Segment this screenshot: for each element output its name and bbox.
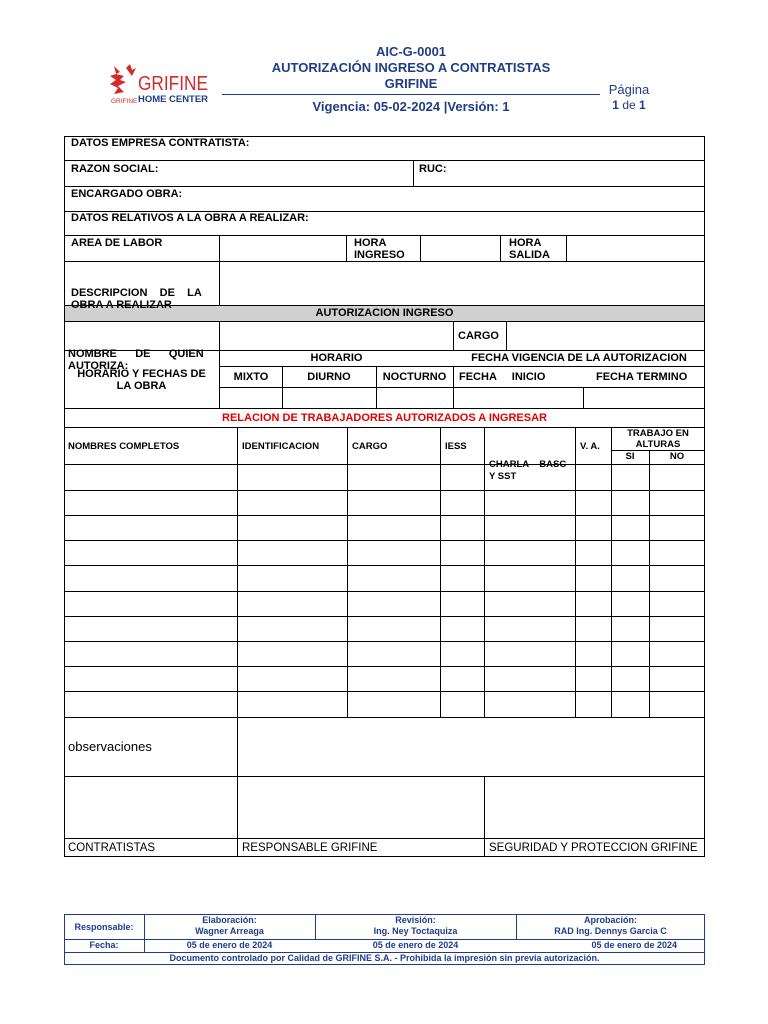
- observaciones-field[interactable]: [239, 718, 704, 775]
- hora-salida-field[interactable]: [568, 237, 704, 260]
- page-current: 1: [612, 98, 619, 112]
- document-code: AIC-G-0001: [375, 44, 447, 59]
- diurno-field[interactable]: [283, 388, 375, 407]
- responsable-grifine-label: RESPONSABLE GRIFINE: [242, 842, 378, 854]
- grifine-logo: [108, 62, 213, 106]
- revision-label: Revisión:: [395, 915, 436, 925]
- area-labor-field[interactable]: [221, 237, 345, 260]
- hora-salida-label: HORA SALIDA: [509, 237, 550, 261]
- col-cargo: CARGO: [352, 441, 388, 452]
- descripcion-obra-label: DESCRIPCION DE LA OBRA A REALIZAR: [71, 287, 202, 311]
- hora-ingreso-label: HORA INGRESO: [354, 237, 405, 261]
- page-of: de: [622, 98, 636, 112]
- autorizacion-ingreso-heading: AUTORIZACION INGRESO: [315, 307, 454, 319]
- table-row[interactable]: [65, 516, 704, 539]
- logo-text: GRIFINE: [138, 73, 208, 95]
- col-trabajo-alturas: TRABAJO EN ALTURAS: [627, 428, 689, 450]
- datos-obra-label: DATOS RELATIVOS A LA OBRA A REALIZAR:: [71, 212, 309, 224]
- aprobacion-date: 05 de enero de 2024: [591, 940, 677, 950]
- ruc-field[interactable]: [450, 161, 700, 185]
- descripcion-obra-field[interactable]: [221, 263, 704, 304]
- table-row[interactable]: [65, 642, 704, 665]
- mixto-field[interactable]: [221, 388, 281, 407]
- seguridad-grifine-label: SEGURIDAD Y PROTECCION GRIFINE: [489, 842, 698, 854]
- ruc-label: RUC:: [419, 163, 447, 175]
- page-total: 1: [639, 98, 646, 112]
- col-va: V. A.: [580, 441, 600, 452]
- nombre-autoriza-label: NOMBRE DE QUIEN AUTORIZA:: [68, 348, 204, 372]
- header-divider: [222, 94, 600, 95]
- horario-header: HORARIO: [310, 352, 363, 364]
- col-no: NO: [669, 451, 685, 462]
- nocturno-label: NOCTURNO: [382, 371, 447, 383]
- table-row[interactable]: [65, 617, 704, 640]
- observaciones-label: observaciones: [68, 739, 152, 754]
- aprobacion-label: Aprobación:: [584, 915, 637, 925]
- elaboracion-label: Elaboración:: [202, 915, 257, 925]
- diurno-label: DIURNO: [307, 371, 351, 383]
- col-identificacion: IDENTIFICACION: [242, 441, 320, 452]
- razon-social-field[interactable]: [170, 161, 410, 185]
- col-nombres: NOMBRES COMPLETOS: [68, 441, 180, 452]
- fecha-inicio-label: FECHA INICIO: [459, 371, 546, 383]
- company-name: GRIFINE: [384, 76, 438, 91]
- area-labor-label: AREA DE LABOR: [71, 237, 163, 249]
- revision-name: Ing. Ney Toctaquiza: [373, 926, 458, 936]
- fecha-vigencia-header: FECHA VIGENCIA DE LA AUTORIZACION: [471, 352, 687, 364]
- fecha-inicio-field[interactable]: [455, 388, 582, 407]
- elaboracion-date: 05 de enero de 2024: [186, 940, 273, 950]
- table-row[interactable]: [65, 541, 704, 564]
- cargo-autoriza-field[interactable]: [508, 322, 704, 349]
- table-row[interactable]: [65, 692, 704, 716]
- nombre-autoriza-field[interactable]: [221, 322, 452, 349]
- fecha-termino-field[interactable]: [585, 388, 704, 407]
- horario-fechas-label: HORARIO Y FECHAS DE LA OBRA: [77, 368, 206, 392]
- datos-empresa-label: DATOS EMPRESA CONTRATISTA:: [71, 137, 250, 149]
- firma-seguridad-grifine[interactable]: [486, 777, 704, 837]
- relacion-trabajadores-heading: RELACION DE TRABAJADORES AUTORIZADOS A INGRESAR: [222, 412, 547, 424]
- razon-social-label: RAZON SOCIAL:: [71, 163, 159, 175]
- revision-date: 05 de enero de 2024: [372, 940, 459, 950]
- hora-ingreso-field[interactable]: [422, 237, 499, 260]
- encargado-obra-label: ENCARGADO OBRA:: [71, 188, 183, 200]
- firma-responsable-grifine[interactable]: [239, 777, 483, 837]
- mixto-label: MIXTO: [233, 371, 269, 383]
- firma-contratistas[interactable]: [65, 777, 236, 837]
- table-row[interactable]: [65, 491, 704, 514]
- aprobacion-name: RAD Ing. Dennys Garcia C: [554, 926, 667, 936]
- vigencia-version: Vigencia: 05-02-2024 |Versión: 1: [312, 99, 510, 114]
- logo-small-text: GRIFINE: [111, 98, 138, 105]
- col-charla: CHARLA BASC Y SST: [489, 459, 567, 482]
- page-number: [598, 98, 660, 112]
- table-row[interactable]: [65, 465, 704, 489]
- elaboracion-name: Wagner Arreaga: [195, 926, 264, 936]
- nocturno-field[interactable]: [377, 388, 452, 407]
- page-label: Página: [608, 82, 650, 97]
- col-iess: IESS: [445, 441, 467, 452]
- document-title: AUTORIZACIÓN INGRESO A CONTRATISTAS: [271, 60, 551, 75]
- col-si: SI: [625, 451, 635, 462]
- table-row[interactable]: [65, 566, 704, 590]
- fecha-termino-label: FECHA TERMINO: [596, 371, 688, 383]
- document-control-note: Documento controlado por Calidad de GRIFINE S.A. - Prohibida la impresión sin previa autorización.: [169, 953, 600, 963]
- fecha-footer-label: Fecha:: [89, 940, 119, 950]
- responsable-footer-label: Responsable:: [74, 922, 134, 932]
- encargado-obra-field[interactable]: [190, 187, 700, 210]
- cargo-autoriza-label: CARGO: [458, 330, 499, 342]
- logo-sub-text: HOME CENTER: [138, 94, 209, 104]
- table-row[interactable]: [65, 592, 704, 615]
- contratistas-label: CONTRATISTAS: [68, 842, 156, 854]
- table-row[interactable]: [65, 667, 704, 690]
